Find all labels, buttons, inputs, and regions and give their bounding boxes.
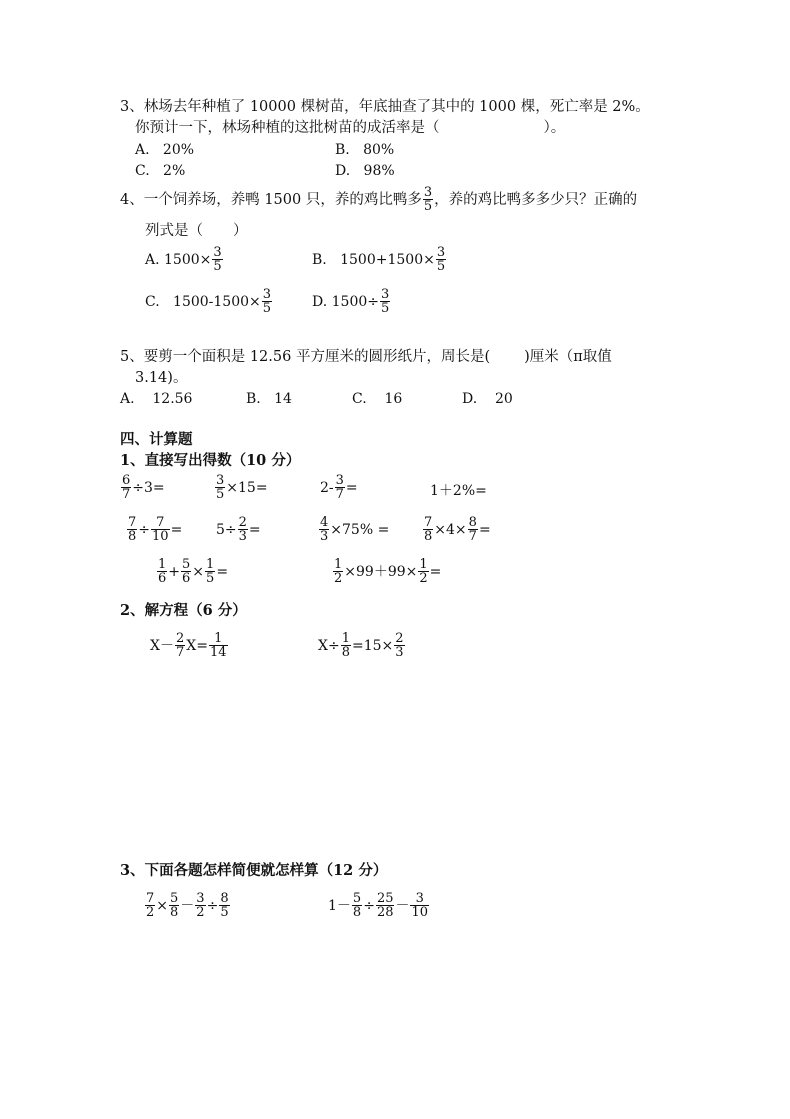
calc-expr-10: $\frac{1}{2}$ ×99＋99× $\frac{1}{2}$ = <box>334 557 442 586</box>
simplify-expr-2: 1－ $\frac{5}{8}$ ÷ $\frac{25}{28}$ － $\frac{3}{10}$ <box>328 891 429 920</box>
q4-line2: 列式是（ ） <box>145 223 248 239</box>
subsection-2-title: 2、解方程（6 分） <box>120 602 247 619</box>
q4-option-a: A. 1500× $\frac{3}{5}$ <box>145 245 222 274</box>
calc-expr-1: $\frac{6}{7}$ ÷3= <box>122 473 165 502</box>
equation-2: X÷ $\frac{1}{8}$ =15× $\frac{2}{3}$ <box>318 631 404 660</box>
q3-option-b: B. 80% <box>335 142 395 158</box>
q3-line2-pre: 你预计一下，林场种植的这批树苗的成活率是（ <box>135 120 440 136</box>
q4-option-b: B. 1500+1500× $\frac{3}{5}$ <box>312 245 446 274</box>
q4-fraction: $\frac{3}{5}$ <box>423 185 433 214</box>
q5-option-b: B. 14 <box>246 391 292 407</box>
q3-line2 <box>135 119 565 137</box>
q3-option-a: A. 20% <box>135 142 195 158</box>
q5-option-c: C. 16 <box>352 391 403 407</box>
q5-line1: 5、要剪一个面积是 12.56 平方厘米的圆形纸片，周长是( )厘米（π取值 <box>120 349 612 365</box>
calc-expr-7: $\frac{4}{3}$ ×75% = <box>320 515 390 544</box>
calc-expr-3: 2- $\frac{3}{7}$ = <box>320 473 358 502</box>
q3-line1: 3、林场去年种植了 10000 棵树苗，年底抽查了其中的 1000 棵，死亡率是 2%。 <box>120 99 650 115</box>
equation-1: X－ $\frac{2}{7}$ X= $\frac{1}{14}$ <box>150 631 227 660</box>
calc-expr-5: $\frac{7}{8}$ ÷ $\frac{7}{10}$ = <box>128 515 183 544</box>
calc-expr-8: $\frac{7}{8}$ ×4× $\frac{8}{7}$ = <box>424 515 491 544</box>
q4-text-post: ，养的鸡比鸭多多少只？正确的 <box>434 191 638 208</box>
q4-line1 <box>120 186 637 213</box>
q3-option-c: C. 2% <box>135 163 186 179</box>
calc-expr-2: $\frac{3}{5}$ ×15= <box>216 473 268 502</box>
q3-option-d: D. 98% <box>335 163 395 179</box>
q5-option-d: D. 20 <box>462 391 513 407</box>
q4-text-pre: 4、一个饲养场，养鸭 1500 只，养的鸡比鸭多 <box>120 191 422 208</box>
calc-expr-4: 1＋2%= <box>430 483 487 499</box>
q4-option-d: D. 1500÷ $\frac{3}{5}$ <box>312 287 390 316</box>
q5-option-a: A. 12.56 <box>120 391 193 407</box>
q5-line2: 3.14)。 <box>135 370 188 386</box>
q4-option-c: C. 1500-1500× $\frac{3}{5}$ <box>145 287 272 316</box>
calc-expr-9: $\frac{1}{6}$ + $\frac{5}{6}$ × $\frac{1}{5}$ = <box>158 557 229 586</box>
q3-line2-post: ）。 <box>543 120 566 136</box>
calc-expr-6: 5÷ $\frac{2}{3}$ = <box>216 515 261 544</box>
simplify-expr-1: $\frac{7}{2}$ × $\frac{5}{8}$ － $\frac{3}{2}$ ÷ $\frac{8}{5}$ <box>146 891 229 920</box>
subsection-1-title: 1、直接写出得数（10 分） <box>120 452 301 469</box>
subsection-3-title: 3、下面各题怎样简便就怎样算（12 分） <box>120 862 388 879</box>
section-title: 四、计算题 <box>120 431 193 448</box>
